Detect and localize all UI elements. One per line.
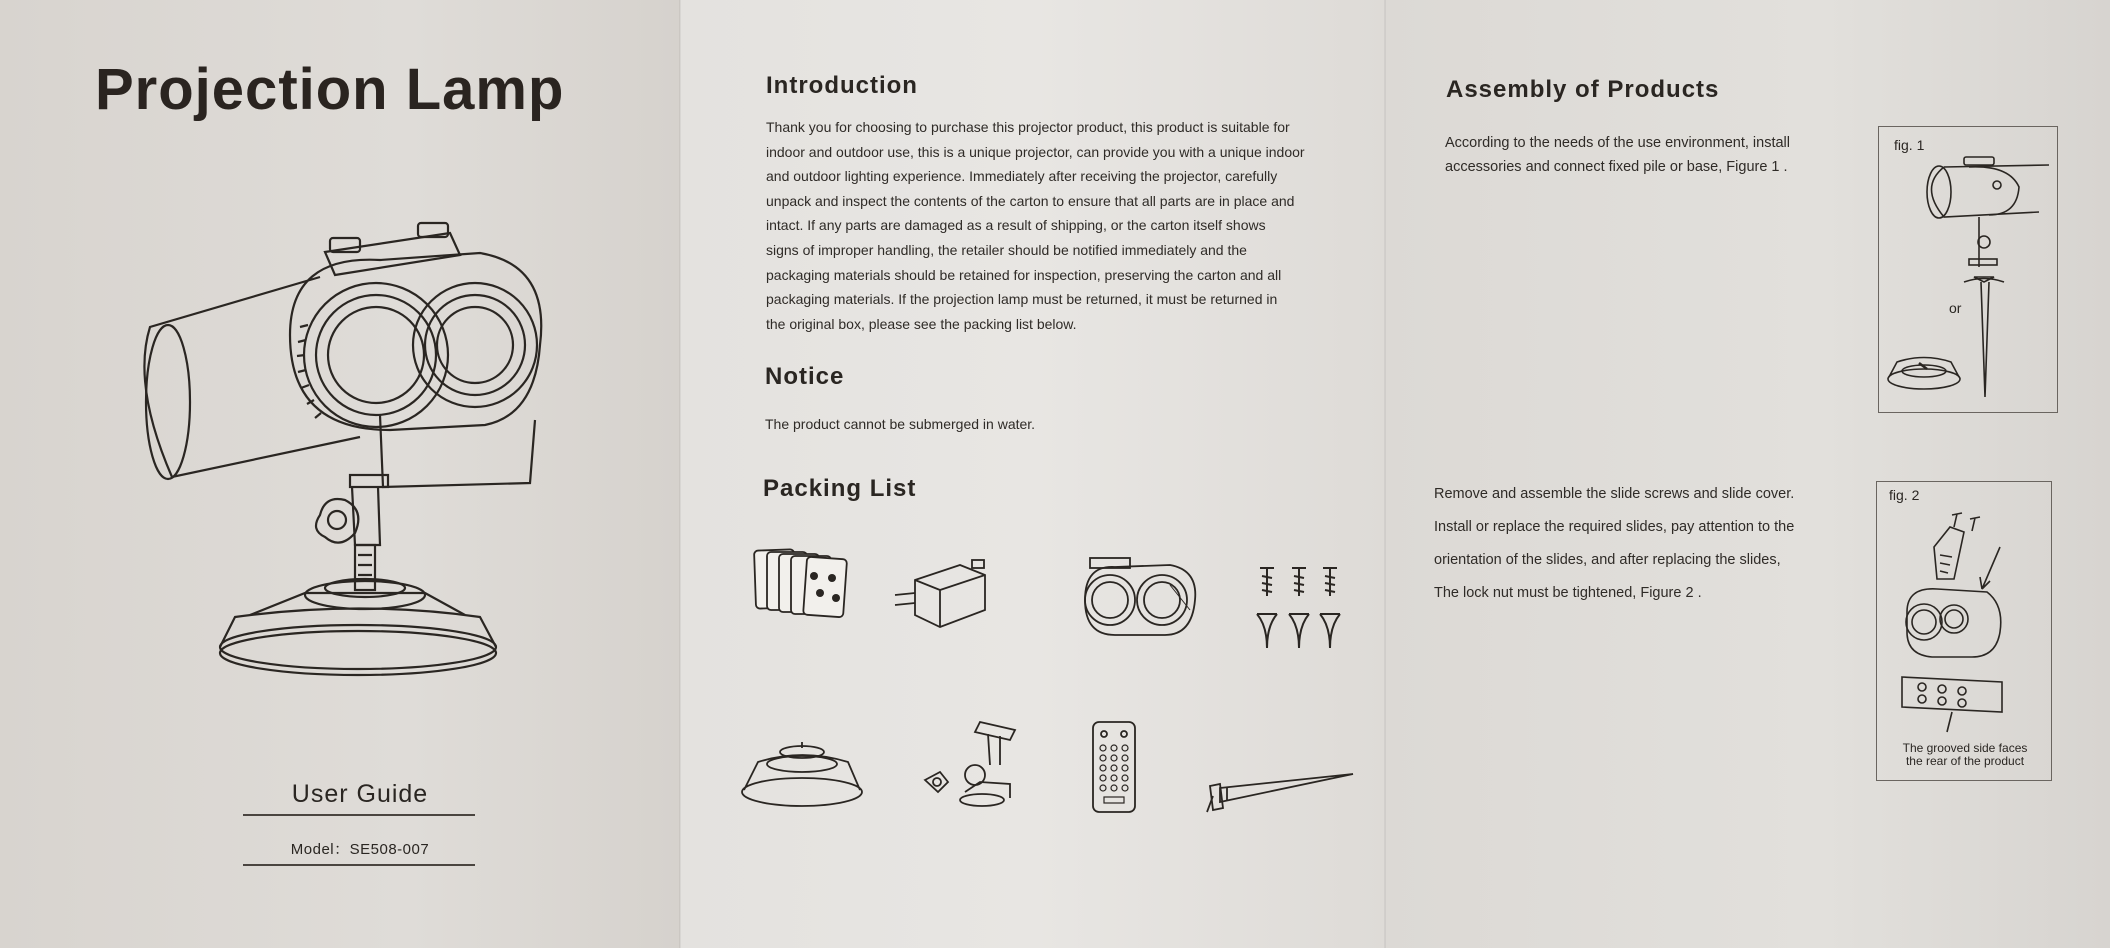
packing-heading: Packing List [763,475,917,502]
divider [243,814,475,816]
fold-line [1384,0,1386,948]
fig1-or-label: or [1949,300,1962,316]
projector-lamp-icon [1080,555,1200,645]
fig1-label: fig. 1 [1894,137,1925,153]
assembly-heading: Assembly of Products [1446,76,1720,103]
intro-line: packaging materials should be retained for inspection, preserving the carton and all [766,266,1282,283]
cover-panel [0,0,680,948]
fig2-note [1880,742,2050,768]
intro-line: indoor and outdoor use, this is a unique projector, can provide you with a unique indoor [766,143,1305,160]
pile-icon [1205,768,1355,818]
figure-1 [1878,126,2058,413]
slide-icon [750,548,860,628]
intro-line: and outdoor lighting experience. Immediately after receiving the projector, carefully [766,168,1278,185]
notice-heading: Notice [765,363,845,390]
fig2-line: Install or replace the required slides, pay attention to the [1434,519,1795,535]
fig2-drawing [1892,507,2042,737]
fig2-note-line: the rear of the product [1905,754,2025,768]
intro-line: intact. If any parts are damaged as a result of shipping, or the carton itself shows [766,217,1266,234]
intro-heading: Introduction [766,72,918,99]
intro-line: Thank you for choosing to purchase this projector product, this product is suitable for [766,119,1290,135]
fig2-line: Remove and assemble the slide screws and slide cover. [1434,486,1795,502]
fold-line [679,0,681,948]
fig1-instructions [1445,131,1865,179]
user-guide-label: User Guide [291,780,429,808]
intro-line: packaging materials. If the projection lamp must be returned, it must be returned in [766,291,1278,308]
intro-line: the original box, please see the packing list below. [766,315,1077,332]
projector-illustration [140,215,560,695]
divider [243,864,475,866]
fig1-line: According to the needs of the use environment, install [1445,135,1790,151]
screw-icon [1255,566,1345,651]
fig2-line: The lock nut must be tightened, Figure 2 . [1434,585,1702,601]
intro-text [766,115,1366,336]
model-number: Model：SE508-007 [290,841,430,858]
intro-line: unpack and inspect the contents of the carton to ensure that all parts are in place and [766,192,1295,209]
document-title: Projection Lamp [95,57,565,122]
support-frame-icon [920,720,1030,810]
remote-control-icon [1090,720,1140,815]
fig2-line: orientation of the slides, and after replacing the slides, [1434,552,1781,568]
fig2-instructions [1434,478,1864,610]
assembly-panel [1385,0,2110,948]
fig2-note-line: The grooved side faces [1902,741,2028,755]
fig2-label: fig. 2 [1889,487,1920,503]
fig1-line: accessories and connect fixed pile or base, Figure 1 . [1445,159,1788,175]
power-supply-icon [890,555,1000,635]
notice-text: The product cannot be submerged in water. [765,416,1036,432]
base-icon [740,740,870,810]
figure-2 [1876,481,2052,781]
fig1-drawing [1889,157,2049,412]
info-panel [680,0,1385,948]
intro-line: signs of improper handling, the retailer should be notified immediately and the [766,241,1247,258]
